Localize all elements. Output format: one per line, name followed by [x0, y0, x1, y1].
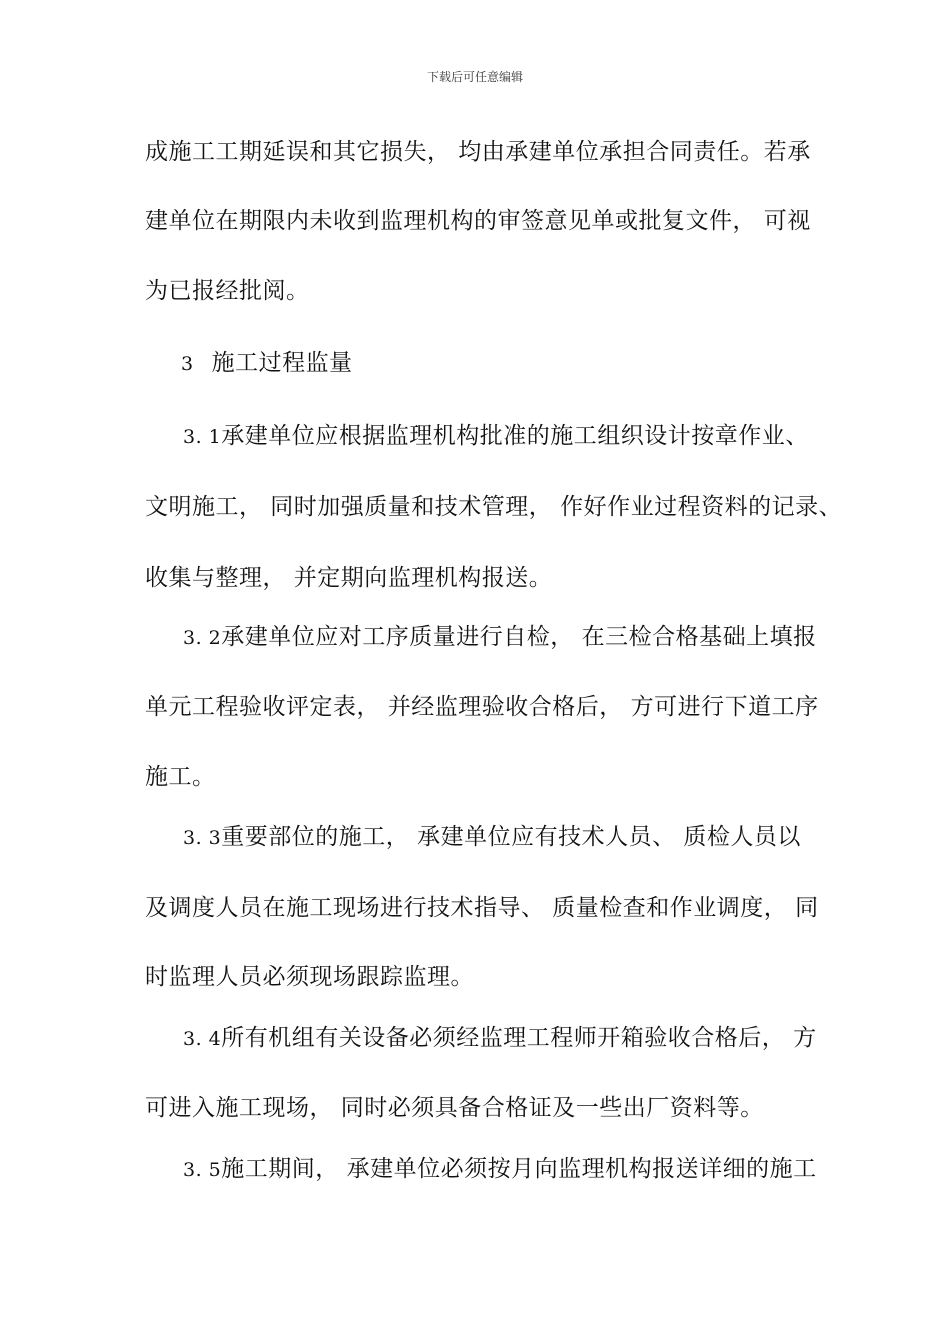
section-heading	[181, 348, 353, 379]
clause-text: 所有机组有关设备必须经监理工程师开箱验收合格后， 方	[221, 1025, 817, 1051]
clause-3-2	[183, 622, 817, 653]
clause-number: 3. 3	[183, 827, 222, 849]
clause-text: 重要部位的施工， 承建单位应有技术人员、 质检人员以	[221, 824, 801, 850]
paragraph-line: 可进入施工现场， 同时必须具备合格证及一些出厂资料等。	[145, 1095, 764, 1121]
paragraph-line: 文明施工， 同时加强质量和技术管理， 作好作业过程资料的记录、	[145, 494, 843, 520]
clause-number: 3. 1	[183, 426, 222, 448]
clause-text: 承建单位应根据监理机构批准的施工组织设计按章作业、	[221, 423, 809, 449]
clause-3-4	[183, 1023, 817, 1054]
clause-number: 3. 5	[183, 1159, 222, 1181]
paragraph-line: 时监理人员必须现场跟踪监理。	[145, 964, 474, 990]
page-header: 下载后可任意编辑	[426, 70, 523, 84]
clause-number: 3. 2	[183, 627, 222, 649]
clause-3-3	[183, 822, 801, 853]
paragraph-line: 收集与整理， 并定期向监理机构报送。	[145, 565, 553, 591]
clause-text: 承建单位应对工序质量进行自检， 在三检合格基础上填报	[221, 624, 817, 650]
clause-3-1	[183, 421, 809, 452]
clause-number: 3. 4	[183, 1028, 222, 1050]
clause-3-5	[183, 1154, 817, 1185]
section-title: 施工过程监量	[211, 350, 353, 376]
paragraph-line: 为已报经批阅。	[145, 278, 310, 304]
paragraph-line: 及调度人员在施工现场进行技术指导、 质量检查和作业调度， 同	[145, 895, 819, 921]
paragraph-line: 单元工程验收评定表， 并经监理验收合格后， 方可进行下道工序	[145, 694, 819, 720]
paragraph-line: 成施工工期延误和其它损失， 均由承建单位承担合同责任。若承	[145, 139, 811, 165]
paragraph-line: 施工。	[145, 764, 216, 790]
paragraph-line: 建单位在期限内未收到监理机构的审签意见单或批复文件， 可视	[145, 208, 811, 234]
clause-text: 施工期间， 承建单位必须按月向监理机构报送详细的施工	[221, 1156, 817, 1182]
section-number: 3	[181, 353, 194, 375]
